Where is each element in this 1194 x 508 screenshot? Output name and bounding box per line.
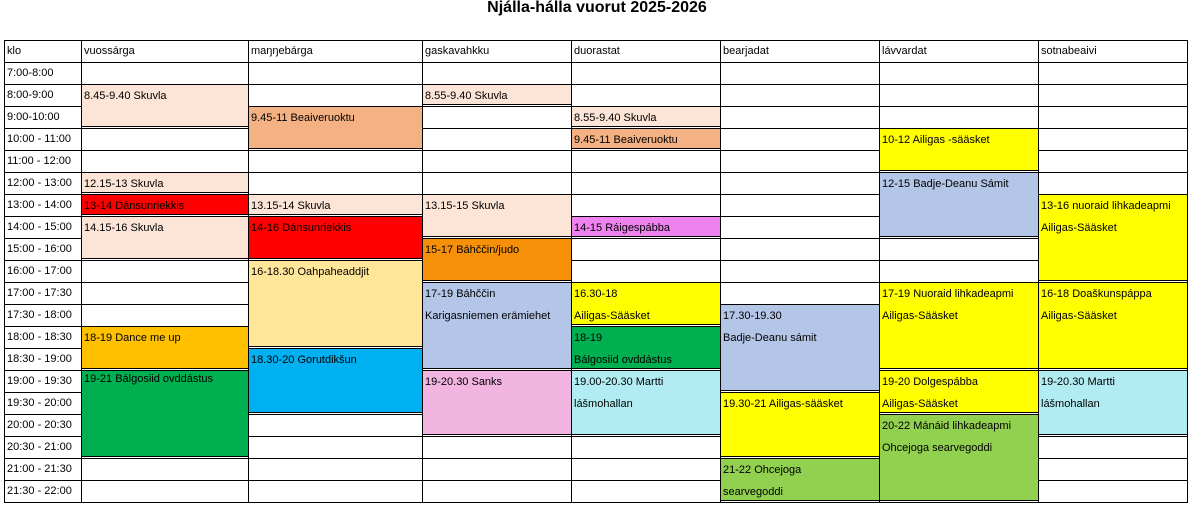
time-label: 21:30 - 22:00 — [7, 485, 72, 497]
header-friday: bearjadat — [723, 45, 769, 57]
event-text: Karigasniemen erämiehet — [425, 310, 551, 322]
time-label: 18:30 - 19:00 — [7, 353, 72, 365]
event-text: 13.15-14 Skuvla — [251, 200, 331, 212]
header-sunday: sotnabeaivi — [1041, 45, 1097, 57]
event-text: 19-20.30 Sanks — [425, 376, 503, 388]
time-label: 16:00 - 17:00 — [7, 265, 72, 277]
time-label: 9:00-10:00 — [7, 111, 60, 123]
event-sat-dolgespabba — [880, 370, 1038, 413]
header-monday: vuossárga — [84, 45, 135, 57]
event-text: 17-19 Nuoraid lihkadeapmi — [882, 288, 1014, 300]
event-fri-ailigas — [721, 392, 879, 457]
event-sat-ailigas-morning — [880, 128, 1038, 171]
header-wednesday: gaskavahkku — [425, 45, 490, 57]
event-text: Ailigas-Sääsket — [882, 310, 958, 322]
event-sun-martti — [1039, 370, 1187, 435]
event-text: 19-20.30 Martti — [1041, 376, 1115, 388]
event-text: 19.30-21 Ailigas-sääsket — [723, 398, 843, 410]
column-border — [720, 40, 721, 503]
event-tue-oahpaheaddjit — [249, 260, 422, 347]
grid-line — [4, 260, 1188, 261]
event-text: 13-16 nuoraid lihkadeapmi — [1041, 200, 1171, 212]
event-text: Ailigas-Sääsket — [882, 398, 958, 410]
event-sat-badje-deanu — [880, 172, 1038, 237]
time-label: 19:00 - 19:30 — [7, 375, 72, 387]
table-bottom-border — [4, 502, 1188, 503]
event-text: Badje-Deanu sámit — [723, 332, 817, 344]
event-mon-balgosiid — [82, 370, 248, 457]
event-mon-skuvla-afternoon — [82, 216, 248, 259]
event-tue-dansunriekkis — [249, 216, 422, 259]
column-border — [81, 40, 82, 503]
time-label: 17:30 - 18:00 — [7, 309, 72, 321]
time-label: 15:00 - 16:00 — [7, 243, 72, 255]
header-klo: klo — [7, 45, 22, 57]
event-text: Ailigas-Sääsket — [1041, 310, 1117, 322]
event-text: 9.45-11 Beaiveruoktu — [251, 112, 355, 124]
event-text: 21-22 Ohcejoga — [723, 464, 802, 476]
event-text: Ailigas-Sääsket — [1041, 222, 1117, 234]
event-text: 17-19 Báhččin — [425, 288, 496, 300]
event-sun-nuoraid — [1039, 194, 1187, 281]
header-saturday: lávvardat — [882, 45, 927, 57]
event-text: 8.55-9.40 Skuvla — [574, 112, 657, 124]
event-text: 14-15 Ráigespábba — [574, 222, 671, 234]
event-text: 13-14 Dánsunriekkis — [84, 200, 185, 212]
event-text: lášmohallan — [574, 398, 633, 410]
page-title: Njálla-hálla vuorut 2025-2026 — [487, 0, 707, 16]
event-text: 13.15-15 Skuvla — [425, 200, 505, 212]
event-text: 8.55-9.40 Skuvla — [425, 90, 508, 102]
event-wed-sanks — [423, 370, 571, 435]
event-text: searvegoddi — [723, 486, 783, 498]
event-text: Bálgosiid ovddástus — [574, 354, 672, 366]
time-label: 17:00 - 17:30 — [7, 287, 72, 299]
event-text: 14-16 Dánsunriekkis — [251, 222, 352, 234]
column-border — [422, 40, 423, 503]
time-label: 8:00-9:00 — [7, 89, 54, 101]
event-mon-skuvla-noon — [82, 172, 248, 193]
time-label: 7:00-8:00 — [7, 67, 54, 79]
schedule-table — [4, 40, 1188, 502]
event-text: Ohcejoga searvegoddi — [882, 442, 993, 454]
event-tue-skuvla — [249, 194, 422, 215]
time-label: 18:00 - 18:30 — [7, 331, 72, 343]
column-border — [879, 40, 880, 503]
event-fri-ohcejoga — [721, 458, 879, 501]
event-wed-bahccin-judo — [423, 238, 571, 281]
time-label: 12:00 - 13:00 — [7, 177, 72, 189]
event-mon-dance-me-up — [82, 326, 248, 369]
time-label: 21:00 - 21:30 — [7, 463, 72, 475]
event-text: 16-18.30 Oahpaheaddjit — [251, 266, 370, 278]
event-text: 18.30-20 Gorutdikšun — [251, 354, 357, 366]
event-mon-dansunriekkis — [82, 194, 248, 215]
event-thu-martti — [572, 370, 720, 435]
time-label: 11:00 - 12:00 — [7, 155, 72, 167]
time-label: 13:00 - 14:00 — [7, 199, 72, 211]
column-border — [4, 40, 5, 503]
event-thu-ailigas — [572, 282, 720, 325]
time-label: 14:00 - 15:00 — [7, 221, 72, 233]
event-thu-raigespabba — [572, 216, 720, 237]
event-tue-gorutdiksun — [249, 348, 422, 413]
time-label: 19:30 - 20:00 — [7, 397, 72, 409]
event-tue-beaiveruoktu — [249, 106, 422, 149]
event-text: 10-12 Ailigas -sääsket — [882, 134, 990, 146]
event-sat-manaid — [880, 414, 1038, 501]
event-wed-skuvla-morning — [423, 84, 571, 105]
event-mon-skuvla-morning — [82, 84, 248, 127]
event-text: 16.30-18 — [574, 288, 618, 300]
time-label: 20:00 - 20:30 — [7, 419, 72, 431]
event-text: lášmohallan — [1041, 398, 1100, 410]
event-text: Ailigas-Sääsket — [574, 310, 650, 322]
event-text: 12-15 Badje-Deanu Sámit — [882, 178, 1009, 190]
event-thu-beaiveruoktu — [572, 128, 720, 149]
event-sun-doaskunspappa — [1039, 282, 1187, 369]
column-border — [1187, 40, 1188, 503]
event-text: 9.45-11 Beaiveruoktu — [574, 134, 678, 146]
event-text: 18-19 — [574, 332, 603, 344]
column-border — [248, 40, 249, 503]
event-text: 15-17 Báhččin/judo — [425, 244, 520, 256]
event-text: 16-18 Doaškunspáppa — [1041, 288, 1152, 300]
event-text: 20-22 Mánáid lihkadeapmi — [882, 420, 1012, 432]
time-label: 20:30 - 21:00 — [7, 441, 72, 453]
event-wed-bahccin — [423, 282, 571, 369]
event-sat-nuoraid — [880, 282, 1038, 369]
grid-line — [4, 62, 1188, 63]
event-text: 19.00-20.30 Martti — [574, 376, 664, 388]
event-text: 8.45-9.40 Skuvla — [84, 90, 167, 102]
column-border — [571, 40, 572, 503]
header-tuesday: maŋŋebárga — [251, 45, 313, 57]
header-thursday: duorastat — [574, 45, 620, 57]
event-wed-skuvla — [423, 194, 571, 237]
event-text: 19-20 Dolgespábba — [882, 376, 979, 388]
event-thu-skuvla — [572, 106, 720, 127]
event-fri-badje-deanu — [721, 304, 879, 391]
event-text: 14.15-16 Skuvla — [84, 222, 164, 234]
event-text: 17.30-19.30 — [723, 310, 782, 322]
event-text: 12.15-13 Skuvla — [84, 178, 164, 190]
event-text: 19-21 Bálgosiid ovddástus — [84, 373, 214, 385]
event-thu-balgosiid — [572, 326, 720, 369]
event-text: 18-19 Dance me up — [84, 332, 181, 344]
time-label: 10:00 - 11:00 — [7, 133, 72, 145]
column-border — [1038, 40, 1039, 503]
